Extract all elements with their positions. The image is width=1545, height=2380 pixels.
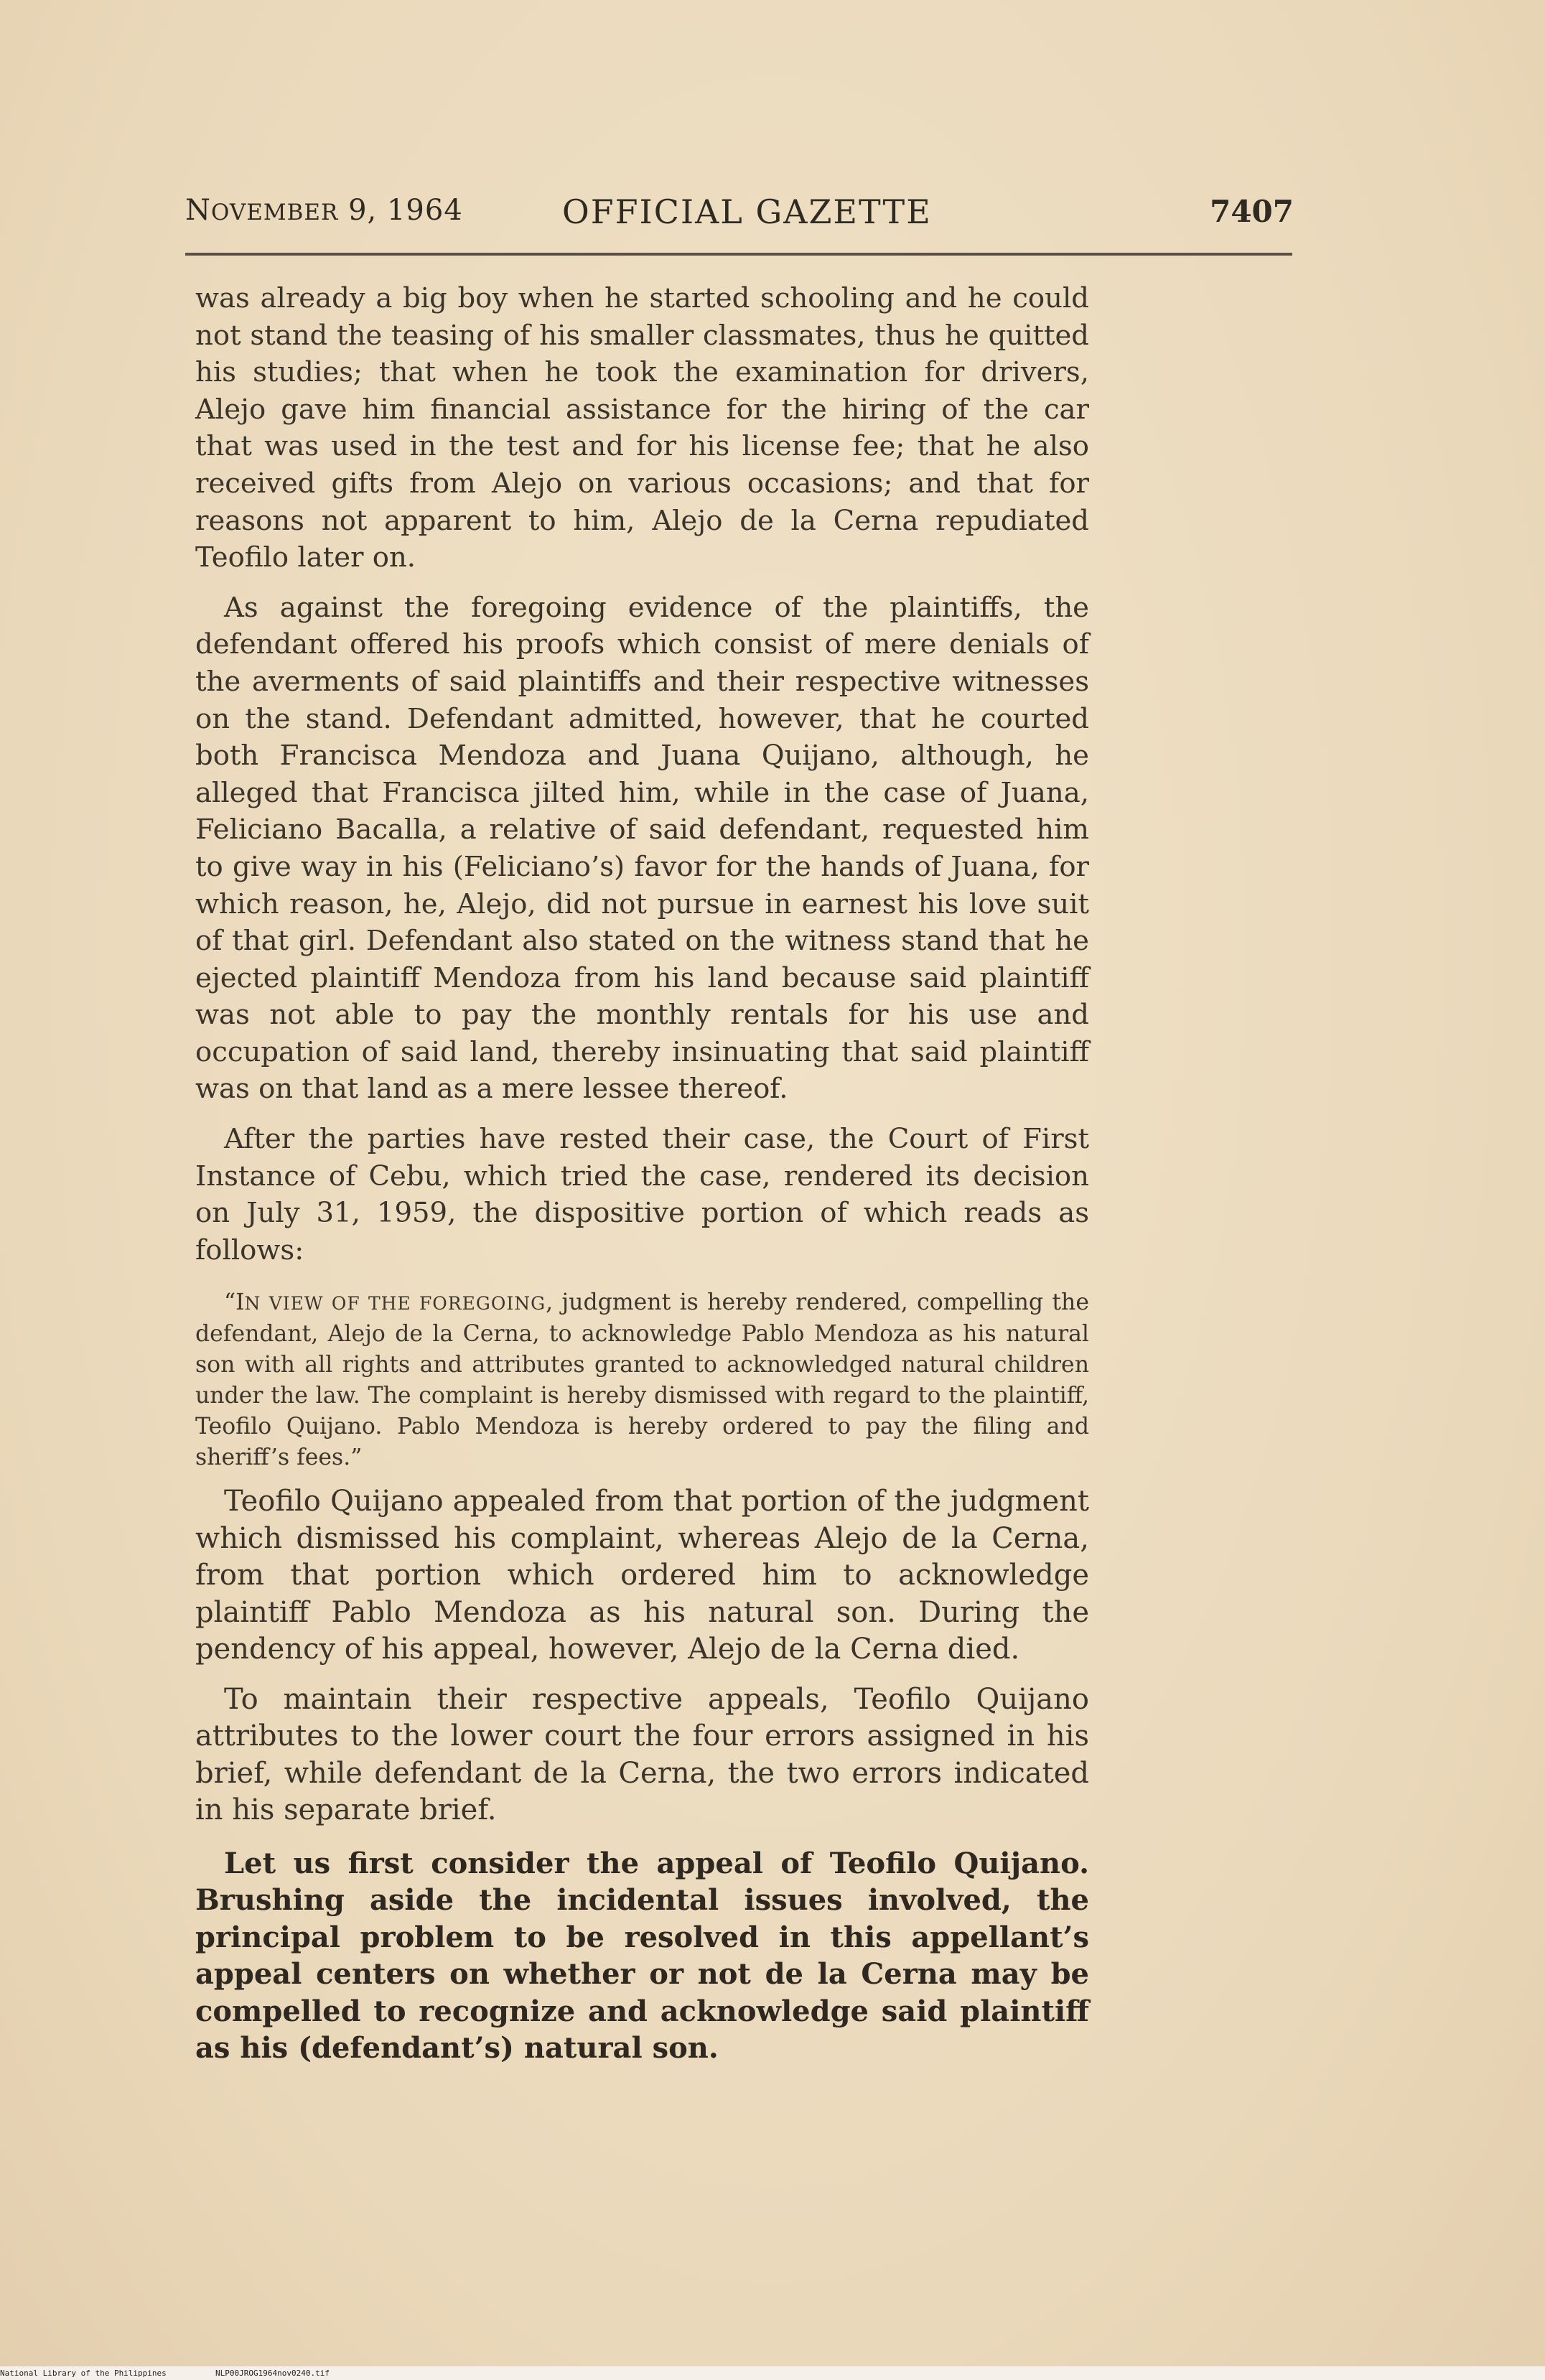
block-quote [195,1287,1089,1473]
scan-footer [0,2366,1545,2380]
publication-title: OFFICIAL GAZETTE [562,192,932,231]
page-number: 7407 [1210,194,1294,229]
quote-open: “I [224,1289,245,1316]
paragraph-5: To maintain their respective appeals, Teofilo Quijano attributes to the lower court the four errors assigned in his brief, while defendant de la Cerna, the two errors indicated in his separate brief. [195,1682,1089,1827]
paragraph-2: As against the foregoing evidence of the plaintiffs, the defendant offered his proofs which consist of mere denials of the averments of said plaintiffs and their respective witnesses on the stand. Defendant admitted, however, that he courted both Francisca Mendoza and Juana Quijano, although, he alleged that Francisca jilted him, while in the case of Juana, Feliciano Bacalla, a relative of said defendant, requested him to give way in his (Feliciano’s) favor for the hands of Juana, for which reason, he, Alejo, did not pursue in earnest his love suit of that girl. Defendant also stated on the witness stand that he ejected plaintiff Mendoza from his land because said plaintiff was not able to pay the monthly rentals for his use and occupation of said land, thereby insinuating that said plaintiff was on that land as a mere lessee thereof. [195,591,1089,1106]
quote-rest: , judgment is hereby rendered, compelling the defendant, Alejo de la Cerna, to acknowledge Pablo Mendoza as his natural son with all rights and attributes granted to acknowledged natural children under the law. The complaint is hereby dismissed with regard to the plaintiff, Teofilo Quijano. Pablo Mendoza is hereby ordered to pay the filing and sheriff’s fees.” [195,1289,1089,1471]
paragraph-1: was already a big boy when he started schooling and he could not stand the teasing of his smaller classmates, thus he quitted his studies; that when he took the examination for drivers, Alejo gave him financial assistance for the hiring of the car that was used in the test and for his license fee; that he also received gifts from Alejo on various occasions; and that for reasons not apparent to him, Alejo de la Cerna repudiated Teofilo later on. [195,282,1089,574]
article-body [195,280,1089,2067]
date-initial: N [185,194,211,227]
paragraph-3: After the parties have rested their case, the Court of First Instance of Cebu, which tried the case, rendered its decision on July 31, 1959, the dispositive portion of which reads as follows: [195,1123,1089,1266]
header-rule [185,253,1292,256]
paragraph-6: Let us first consider the appeal of Teofilo Quijano. Brushing aside the incidental issues involved, the principal problem to be resolved in this appellant’s appeal centers on whether or not de la Cerna may be compelled to recognize and acknowledge said plaintiff as his (defendant’s) natural son. [195,1846,1089,2066]
date-month-smallcaps: OVEMBER [211,200,339,225]
footer-library: National Library of the Philippines [0,2369,167,2378]
paragraph-4: Teofilo Quijano appealed from that portion of the judgment which dismissed his complaint, whereas Alejo de la Cerna, from that portion which ordered him to acknowledge plaintiff Pablo Mendoza as his natural son. During the pendency of his appeal, however, Alejo de la Cerna died. [195,1485,1089,1666]
running-head [185,194,1297,237]
footer-file-id: NLP00JROG1964nov0240.tif [215,2369,330,2378]
issue-date [185,194,463,227]
date-tail: 9, 1964 [338,194,463,227]
quote-smallcaps: N VIEW OF THE FOREGOING [244,1293,546,1315]
